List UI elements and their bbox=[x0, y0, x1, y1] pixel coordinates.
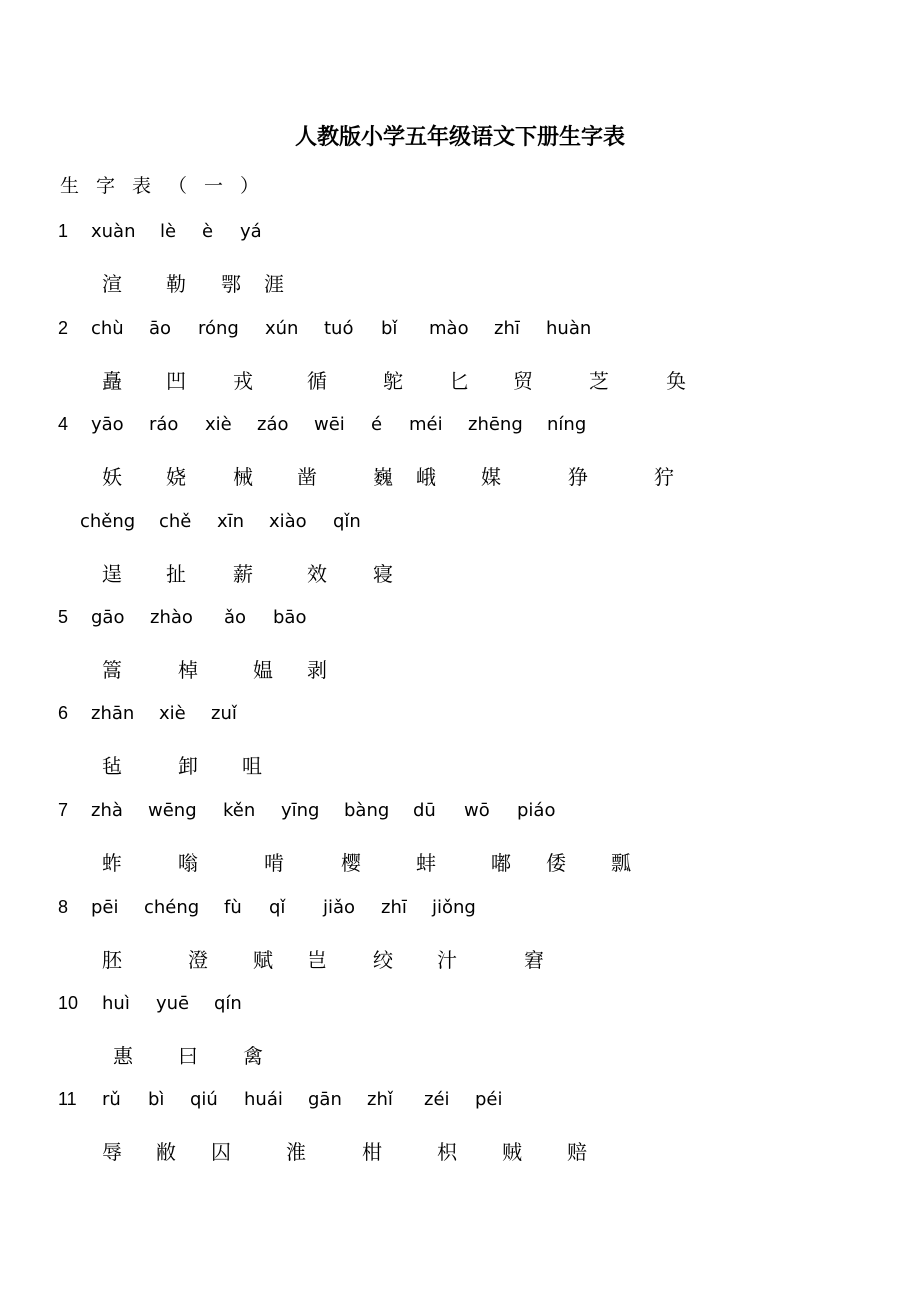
character: 贼 bbox=[502, 1140, 522, 1164]
character: 芝 bbox=[589, 369, 609, 393]
pinyin: xīn bbox=[217, 511, 245, 532]
character: 蚱 bbox=[102, 851, 122, 875]
character: 囚 bbox=[211, 1140, 231, 1164]
pinyin: xiào bbox=[269, 511, 307, 532]
character: 循 bbox=[307, 369, 327, 393]
character: 枳 bbox=[437, 1140, 457, 1164]
character-line bbox=[0, 1136, 920, 1164]
character-line bbox=[0, 750, 920, 778]
pinyin: qiú bbox=[190, 1089, 218, 1110]
character: 倭 bbox=[546, 851, 566, 875]
character: 嗡 bbox=[178, 851, 198, 875]
character: 辱 bbox=[102, 1140, 122, 1164]
pinyin: péi bbox=[475, 1089, 503, 1110]
character-line bbox=[0, 268, 920, 296]
character: 娆 bbox=[166, 465, 186, 489]
pinyin: zhī bbox=[381, 897, 407, 918]
pinyin: qín bbox=[214, 993, 242, 1014]
character: 寝 bbox=[373, 562, 393, 586]
pinyin: wēi bbox=[314, 414, 345, 435]
pinyin: kěn bbox=[223, 800, 256, 821]
character: 械 bbox=[233, 465, 253, 489]
pinyin: zéi bbox=[424, 1089, 450, 1110]
pinyin: xuàn bbox=[91, 221, 136, 242]
character: 奂 bbox=[666, 369, 686, 393]
lesson-number: 1 bbox=[58, 221, 69, 241]
character: 蚌 bbox=[416, 851, 436, 875]
pinyin: dū bbox=[413, 800, 436, 821]
pinyin: záo bbox=[257, 414, 289, 435]
pinyin: róng bbox=[198, 318, 239, 339]
pinyin: yāo bbox=[91, 414, 124, 435]
pinyin: zhà bbox=[91, 800, 123, 821]
pinyin: gāo bbox=[91, 607, 125, 628]
pinyin-line bbox=[0, 703, 920, 731]
pinyin: fù bbox=[224, 897, 242, 918]
character: 汁 bbox=[437, 948, 457, 972]
character: 啃 bbox=[264, 851, 284, 875]
character: 胚 bbox=[102, 948, 122, 972]
character: 敝 bbox=[156, 1140, 176, 1164]
character: 绞 bbox=[373, 948, 393, 972]
character: 曰 bbox=[178, 1044, 198, 1068]
character: 媪 bbox=[253, 658, 273, 682]
character: 巍 bbox=[373, 465, 393, 489]
pinyin: chě bbox=[159, 511, 192, 532]
character: 瓢 bbox=[611, 851, 631, 875]
lesson-number: 11 bbox=[58, 1089, 77, 1109]
pinyin: xún bbox=[265, 318, 299, 339]
pinyin: chéng bbox=[144, 897, 200, 918]
character: 匕 bbox=[449, 369, 469, 393]
pinyin-line bbox=[0, 607, 920, 635]
character: 峨 bbox=[416, 465, 436, 489]
character: 赋 bbox=[253, 948, 273, 972]
character: 凿 bbox=[297, 465, 317, 489]
pinyin: zhēng bbox=[468, 414, 523, 435]
pinyin: wō bbox=[464, 800, 490, 821]
character: 戎 bbox=[233, 369, 253, 393]
character-line bbox=[0, 847, 920, 875]
pinyin: zhào bbox=[150, 607, 193, 628]
character: 效 bbox=[307, 562, 327, 586]
pinyin-line bbox=[0, 318, 920, 346]
character: 柑 bbox=[362, 1140, 382, 1164]
character: 逞 bbox=[102, 562, 122, 586]
lesson-number: 5 bbox=[58, 607, 69, 627]
pinyin: è bbox=[202, 221, 214, 242]
pinyin: zhān bbox=[91, 703, 135, 724]
pinyin: qǐn bbox=[333, 511, 361, 532]
pinyin: wēng bbox=[148, 800, 197, 821]
pinyin-line bbox=[0, 800, 920, 828]
pinyin: bàng bbox=[344, 800, 390, 821]
pinyin: yīng bbox=[281, 800, 320, 821]
pinyin: pēi bbox=[91, 897, 119, 918]
character: 扯 bbox=[166, 562, 186, 586]
pinyin: ráo bbox=[149, 414, 179, 435]
section-title: 生字表（一） bbox=[60, 175, 277, 197]
lesson-number: 10 bbox=[58, 993, 79, 1013]
character: 篙 bbox=[102, 658, 122, 682]
character: 贸 bbox=[513, 369, 533, 393]
pinyin: gān bbox=[308, 1089, 342, 1110]
character: 凹 bbox=[166, 369, 186, 393]
pinyin: piáo bbox=[517, 800, 556, 821]
character: 嘟 bbox=[491, 851, 511, 875]
pinyin-line bbox=[0, 897, 920, 925]
character: 妖 bbox=[102, 465, 122, 489]
pinyin: jiǎo bbox=[323, 897, 356, 918]
pinyin: é bbox=[371, 414, 383, 435]
character: 薪 bbox=[233, 562, 253, 586]
pinyin: níng bbox=[547, 414, 587, 435]
pinyin-line bbox=[0, 1089, 920, 1117]
character: 媒 bbox=[481, 465, 501, 489]
character: 鸵 bbox=[383, 369, 403, 393]
pinyin: chěng bbox=[80, 511, 136, 532]
pinyin: xiè bbox=[205, 414, 232, 435]
pinyin: chù bbox=[91, 318, 124, 339]
lesson-number: 2 bbox=[58, 318, 69, 338]
character-line bbox=[0, 654, 920, 682]
character: 鄂 bbox=[221, 272, 241, 296]
page-title: 人教版小学五年级语文下册生字表 bbox=[294, 125, 625, 150]
pinyin: tuó bbox=[324, 318, 354, 339]
character: 淮 bbox=[286, 1140, 306, 1164]
pinyin: jiǒng bbox=[432, 897, 476, 918]
pinyin: mào bbox=[429, 318, 469, 339]
pinyin: rǔ bbox=[102, 1089, 121, 1110]
character: 剥 bbox=[307, 658, 327, 682]
character: 窘 bbox=[524, 948, 544, 972]
character: 涯 bbox=[264, 272, 284, 296]
pinyin: zuǐ bbox=[211, 703, 237, 724]
character-line bbox=[0, 1040, 920, 1068]
pinyin: zhī bbox=[494, 318, 520, 339]
character: 渲 bbox=[102, 272, 122, 296]
pinyin: méi bbox=[409, 414, 443, 435]
pinyin-line bbox=[0, 511, 920, 539]
pinyin: huì bbox=[102, 993, 130, 1014]
pinyin: yuē bbox=[156, 993, 190, 1014]
character: 赔 bbox=[567, 1140, 587, 1164]
character: 澄 bbox=[188, 948, 208, 972]
character: 勒 bbox=[166, 272, 186, 296]
pinyin: lè bbox=[160, 221, 177, 242]
pinyin: bāo bbox=[273, 607, 307, 628]
character: 咀 bbox=[242, 754, 262, 778]
character-line bbox=[0, 365, 920, 393]
lesson-number: 4 bbox=[58, 414, 69, 434]
lesson-number: 7 bbox=[58, 800, 69, 820]
character-line bbox=[0, 944, 920, 972]
pinyin: zhǐ bbox=[367, 1089, 393, 1110]
pinyin: āo bbox=[149, 318, 172, 339]
character: 狞 bbox=[654, 465, 674, 489]
pinyin-line bbox=[0, 993, 920, 1021]
character: 禽 bbox=[243, 1044, 263, 1068]
pinyin: huái bbox=[244, 1089, 283, 1110]
character: 樱 bbox=[341, 851, 361, 875]
pinyin: xiè bbox=[159, 703, 186, 724]
lesson-number: 8 bbox=[58, 897, 69, 917]
character: 岂 bbox=[307, 948, 327, 972]
character: 狰 bbox=[568, 465, 588, 489]
pinyin: bǐ bbox=[381, 318, 398, 339]
pinyin: qǐ bbox=[269, 897, 286, 918]
pinyin: ǎo bbox=[224, 607, 247, 628]
pinyin-line bbox=[0, 221, 920, 249]
character-line bbox=[0, 461, 920, 489]
pinyin: bì bbox=[148, 1089, 165, 1110]
character: 棹 bbox=[178, 658, 198, 682]
character: 卸 bbox=[178, 754, 198, 778]
pinyin-line bbox=[0, 414, 920, 442]
pinyin: yá bbox=[240, 221, 262, 242]
character: 惠 bbox=[113, 1044, 133, 1068]
character: 毡 bbox=[102, 754, 122, 778]
pinyin: huàn bbox=[546, 318, 592, 339]
lesson-number: 6 bbox=[58, 703, 69, 723]
character: 矗 bbox=[102, 369, 122, 393]
character-line bbox=[0, 558, 920, 586]
